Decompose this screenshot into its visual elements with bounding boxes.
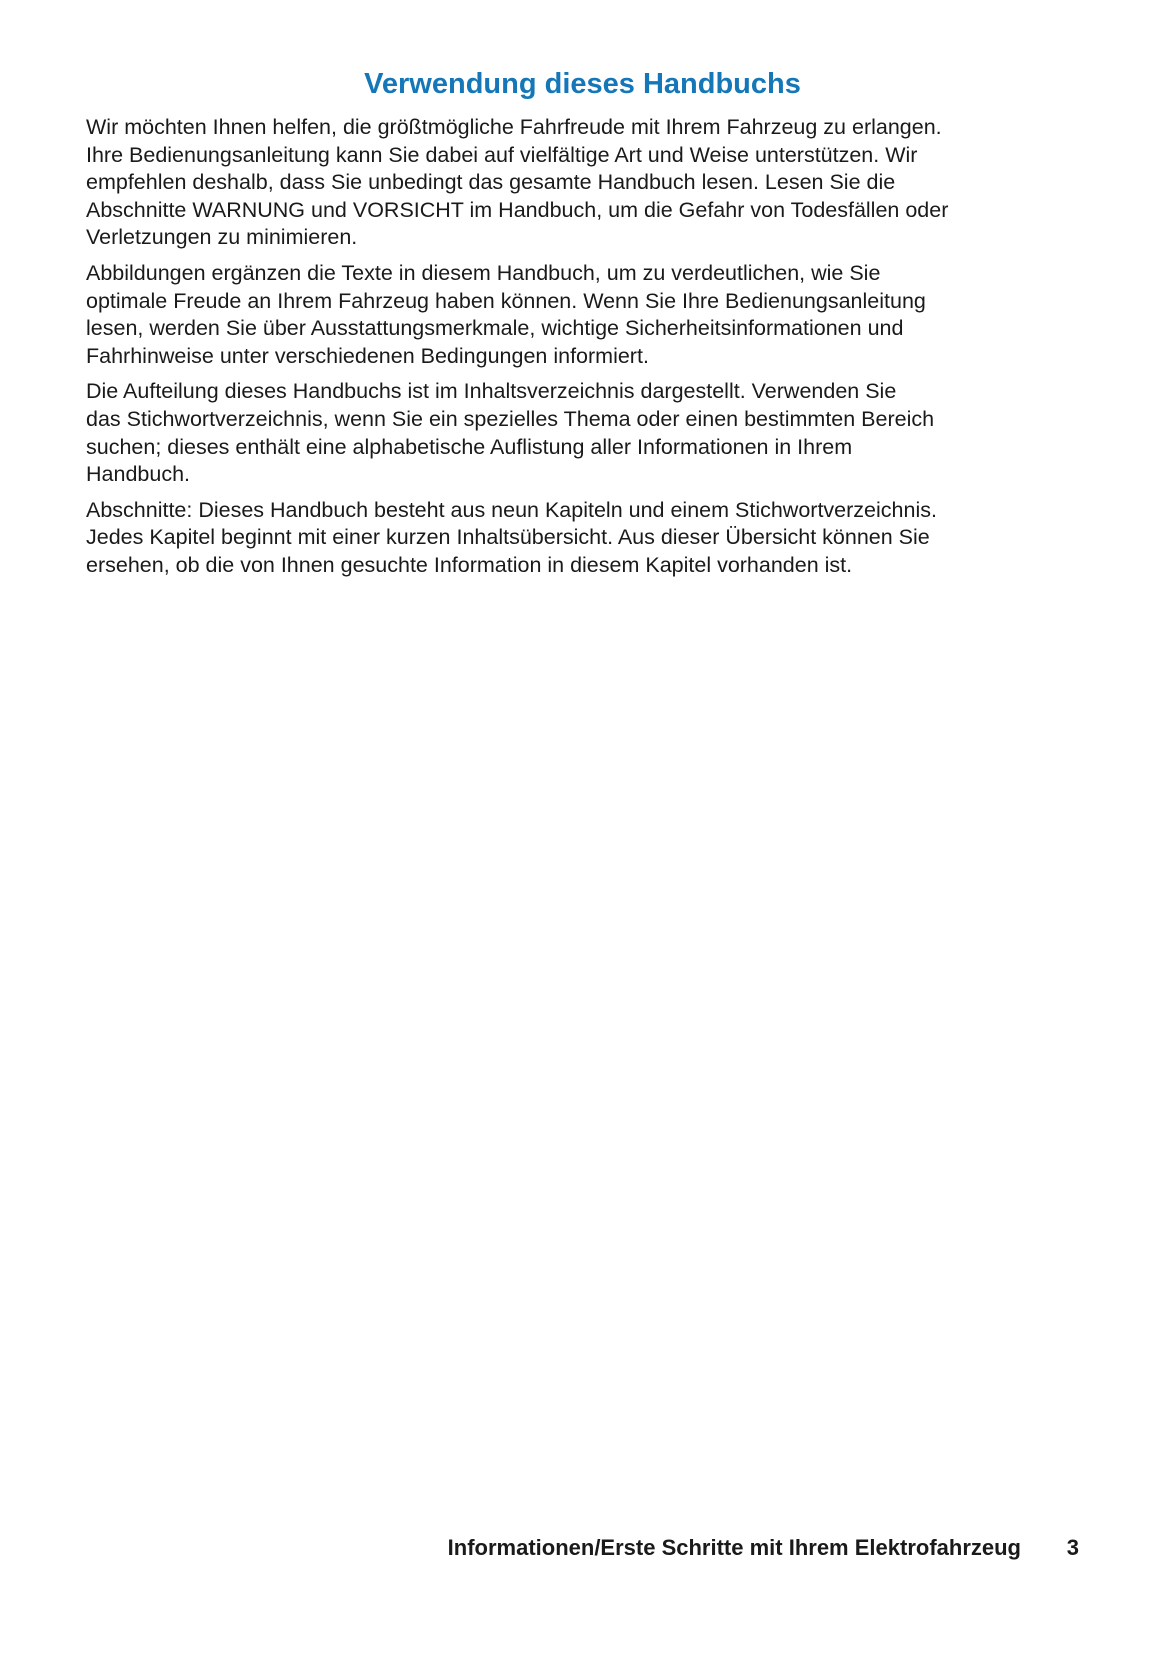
text-line: Verletzungen zu minimieren.: [86, 225, 358, 250]
text-line: suchen; dieses enthält eine alphabetische Auflistung aller Informationen in Ihrem: [86, 434, 853, 459]
text-line: Handbuch.: [86, 462, 190, 487]
text-line: Wir möchten Ihnen helfen, die größtmögliche Fahrfreude mit Ihrem Fahrzeug zu erlangen.: [86, 115, 942, 139]
text-line: Fahrhinweise unter verschiedenen Bedingungen informiert.: [86, 343, 649, 368]
paragraph-intro: [86, 114, 1079, 252]
text-line: ersehen, ob die von Ihnen gesuchte Information in diesem Kapitel vorhanden ist.: [86, 552, 853, 577]
text-line: lesen, werden Sie über Ausstattungsmerkmale, wichtige Sicherheitsinformationen und: [86, 316, 904, 341]
footer-section-title: Informationen/Erste Schritte mit Ihrem Elektrofahrzeug: [447, 1535, 1021, 1560]
text-line: Abschnitte WARNUNG und VORSICHT im Handbuch, um die Gefahr von Todesfällen oder: [86, 197, 949, 222]
text-line: Die Aufteilung dieses Handbuchs ist im Inhaltsverzeichnis dargestellt. Verwenden Sie: [86, 379, 897, 404]
text-line: das Stichwortverzeichnis, wenn Sie ein spezielles Thema oder einen bestimmten Bereich: [86, 406, 935, 431]
body-content: [86, 114, 1079, 588]
text-line: Jedes Kapitel beginnt mit einer kurzen Inhaltsübersicht. Aus dieser Übersicht können Sie: [86, 525, 930, 550]
paragraph-structure: [86, 378, 1079, 488]
page-number: 3: [1066, 1535, 1079, 1560]
page-title: Verwendung dieses Handbuchs: [364, 68, 801, 100]
text-line: empfehlen deshalb, dass Sie unbedingt das gesamte Handbuch lesen. Lesen Sie die: [86, 170, 896, 195]
paragraph-illustrations: [86, 260, 1079, 370]
text-line: Abschnitte: Dieses Handbuch besteht aus neun Kapiteln und einem Stichwortverzeichnis.: [86, 497, 937, 522]
page-footer: [86, 1530, 1079, 1566]
text-line: optimale Freude an Ihrem Fahrzeug haben können. Wenn Sie Ihre Bedienungsanleitung: [86, 288, 926, 313]
paragraph-sections: [86, 497, 1079, 580]
text-line: Ihre Bedienungsanleitung kann Sie dabei auf vielfältige Art und Weise unterstützen. Wir: [86, 142, 918, 167]
text-line: Abbildungen ergänzen die Texte in diesem Handbuch, um zu verdeutlichen, wie Sie: [86, 260, 881, 285]
